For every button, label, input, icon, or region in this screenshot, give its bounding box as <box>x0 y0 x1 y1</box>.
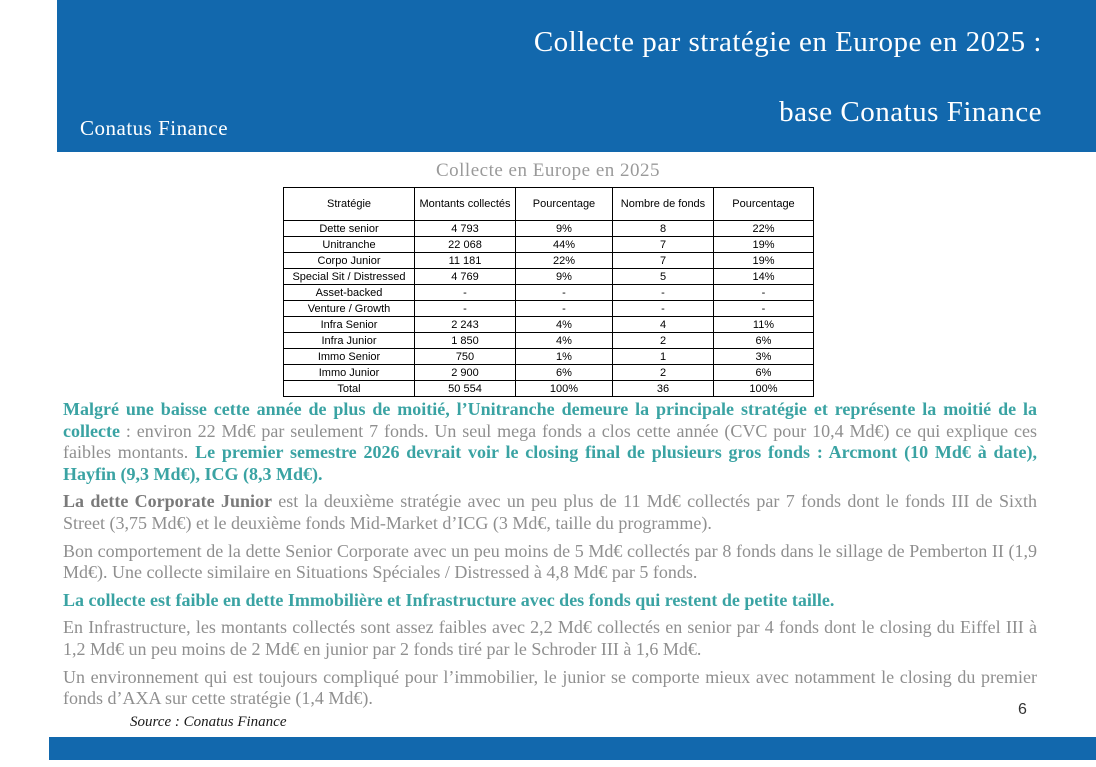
header-band <box>57 0 1096 152</box>
table-cell: 7 <box>613 237 714 253</box>
table-cell: - <box>415 285 516 301</box>
paragraph-segment: Malgré une baisse cette année de plus de moitié, l’Unitranche demeure la principale stratégie et représente la moitié de la collecte <box>63 399 1037 441</box>
table-cell: 22% <box>714 221 814 237</box>
table-cell: Infra Junior <box>284 333 415 349</box>
paragraph <box>63 491 1037 534</box>
table-cell: 19% <box>714 237 814 253</box>
paragraph <box>63 667 1037 710</box>
paragraph-segment: La collecte est faible en dette Immobilière et Infrastructure avec des fonds qui restent de petite taille. <box>63 589 835 610</box>
table-cell: - <box>613 285 714 301</box>
slide-title-line1: Collecte par stratégie en Europe en 2025 : <box>533 26 1042 58</box>
column-header: Nombre de fonds <box>613 188 714 221</box>
table-cell: 14% <box>714 269 814 285</box>
table-cell: 4 769 <box>415 269 516 285</box>
table-cell: 11% <box>714 317 814 333</box>
table-cell: Unitranche <box>284 237 415 253</box>
table-cell: 1 <box>613 349 714 365</box>
page-number: 6 <box>1018 701 1027 718</box>
table-cell: Infra Senior <box>284 317 415 333</box>
table-cell: Special Sit / Distressed <box>284 269 415 285</box>
paragraph <box>63 399 1037 485</box>
paragraph-segment: Le premier semestre 2026 devrait voir le closing final de plusieurs gros fonds : Arcmont (10 Md€ à date), Hayfin (9,3 Md€), ICG (8,3 Md€). <box>63 442 1038 484</box>
table-cell: - <box>516 285 613 301</box>
table-cell: Immo Junior <box>284 365 415 381</box>
table-cell: 1% <box>516 349 613 365</box>
table-cell: 4% <box>516 317 613 333</box>
table-cell: - <box>516 301 613 317</box>
table-cell: 44% <box>516 237 613 253</box>
paragraph-segment: La dette Corporate Junior <box>63 491 272 512</box>
table-row <box>284 269 814 285</box>
table-cell: - <box>714 301 814 317</box>
column-header: Pourcentage <box>516 188 613 221</box>
commentary <box>63 399 1037 716</box>
collecte-table <box>283 187 814 397</box>
table-cell: 3% <box>714 349 814 365</box>
table-cell: 100% <box>714 381 814 397</box>
table-cell: 9% <box>516 221 613 237</box>
paragraph-segment: Un environnement qui est toujours compliqué pour l’immobilier, le junior se comporte mieux avec notamment le closing du premier fonds d’AXA sur cette stratégie (1,4 Md€). <box>63 666 1037 709</box>
table-cell: 9% <box>516 269 613 285</box>
column-header: Pourcentage <box>714 188 814 221</box>
table-cell: 50 554 <box>415 381 516 397</box>
table-cell: 5 <box>613 269 714 285</box>
table-cell: 2 <box>613 333 714 349</box>
column-header: Montants collectés <box>415 188 516 221</box>
table-body <box>284 221 814 397</box>
table-cell: - <box>714 285 814 301</box>
table-cell: 6% <box>714 365 814 381</box>
source-note: Source : Conatus Finance <box>130 714 287 730</box>
table-row <box>284 381 814 397</box>
table-cell: 36 <box>613 381 714 397</box>
table-cell: Venture / Growth <box>284 301 415 317</box>
table-cell: Asset-backed <box>284 285 415 301</box>
table-row <box>284 333 814 349</box>
table-row <box>284 317 814 333</box>
table-row <box>284 285 814 301</box>
table-cell: 2 243 <box>415 317 516 333</box>
table-cell: 7 <box>613 253 714 269</box>
table-cell: - <box>613 301 714 317</box>
table-cell: - <box>415 301 516 317</box>
table-cell: 11 181 <box>415 253 516 269</box>
table-row <box>284 221 814 237</box>
table-title: Collecte en Europe en 2025 <box>435 160 661 181</box>
table-cell: 8 <box>613 221 714 237</box>
paragraph <box>63 590 1037 612</box>
table-cell: 750 <box>415 349 516 365</box>
table-row <box>284 349 814 365</box>
table-cell: 2 <box>613 365 714 381</box>
paragraph-segment: Bon comportement de la dette Senior Corporate avec un peu moins de 5 Md€ collectés par 8 fonds dans le sillage de Pemberton II (1,9 Md€). Une collecte similaire en Situations Spéciales / Distressed à 4,8 Md€ par 5 fonds. <box>63 540 1037 583</box>
slide-title-line2: base Conatus Finance <box>779 96 1042 128</box>
table-cell: 4 <box>613 317 714 333</box>
footer-band <box>49 737 1096 760</box>
table-cell: 4 793 <box>415 221 516 237</box>
column-header: Stratégie <box>284 188 415 221</box>
table-cell: 22% <box>516 253 613 269</box>
paragraph-segment: est la deuxième stratégie avec un peu plus de 11 Md€ collectés par 7 fonds dont le fonds III de Sixth Street (3,75 Md€) et le deuxième fonds Mid-Market d’ICG (3 Md€, taille du programme). <box>63 491 1037 533</box>
table-cell: 6% <box>714 333 814 349</box>
table-cell: Total <box>284 381 415 397</box>
paragraph-segment: : environ 22 Md€ par seulement 7 fonds. Un seul mega fonds a clos cette année (CVC pour 10,4 Md€) ce qui explique ces faibles montants. <box>63 420 1037 463</box>
table-header-row <box>284 188 814 221</box>
paragraph <box>63 541 1037 584</box>
table-head <box>284 188 814 221</box>
company-logo: Conatus Finance <box>80 116 229 140</box>
table-row <box>284 237 814 253</box>
table-cell: 100% <box>516 381 613 397</box>
table-cell: 1 850 <box>415 333 516 349</box>
table-cell: 19% <box>714 253 814 269</box>
table-cell: 2 900 <box>415 365 516 381</box>
table-cell: 22 068 <box>415 237 516 253</box>
paragraph-segment: En Infrastructure, les montants collectés sont assez faibles avec 2,2 Md€ collectés en senior par 4 fonds dont le closing du Eiffel III à 1,2 Md€ un peu moins de 2 Md€ en junior par 2 fonds tiré par le Schroder III à 1,6 Md€. <box>63 617 1037 659</box>
table-row <box>284 365 814 381</box>
paragraph <box>63 617 1037 660</box>
table-cell: Corpo Junior <box>284 253 415 269</box>
table-cell: 4% <box>516 333 613 349</box>
table-cell: 6% <box>516 365 613 381</box>
table-cell: Immo Senior <box>284 349 415 365</box>
table-cell: Dette senior <box>284 221 415 237</box>
table-row <box>284 301 814 317</box>
table-row <box>284 253 814 269</box>
